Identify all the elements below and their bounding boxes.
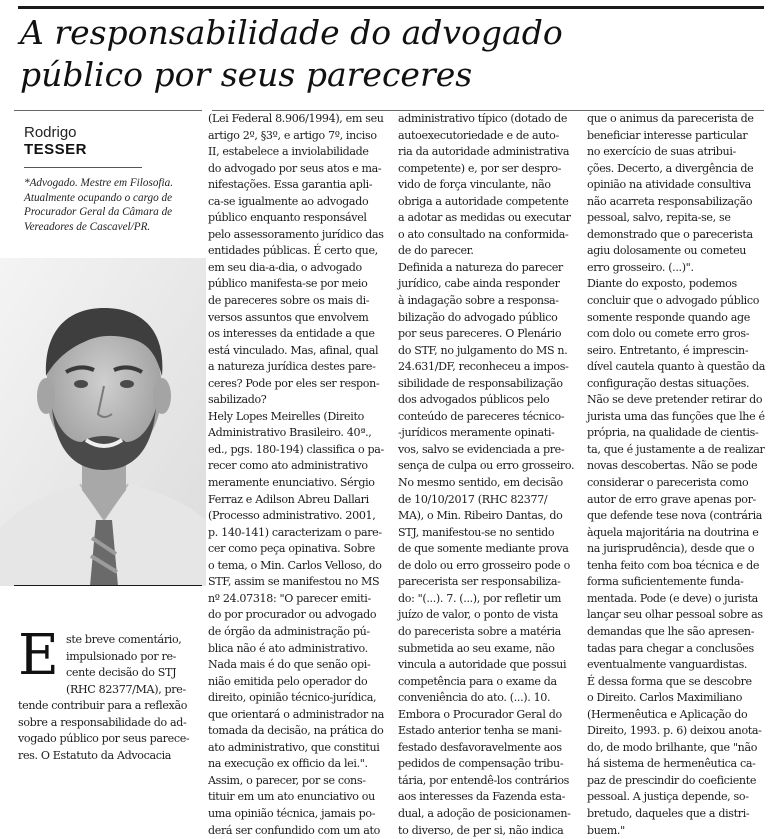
column-line: cer como peça opinativa. Sobre: [208, 542, 376, 556]
column-line: nifestações. Essa garantia apli-: [208, 178, 373, 192]
headline-line-1: A responsabilidade do advogado: [20, 13, 563, 52]
column-line: na jurisprudência), desde que o: [587, 542, 755, 556]
column-line: bilização do advogado público: [398, 310, 558, 324]
column-line: autor de erro grave apenas por-: [587, 492, 756, 506]
column-line: ato administrativo, que constitui: [208, 740, 380, 754]
column-line: 24.631/DF, reconheceu a impos-: [398, 360, 569, 374]
column-line: Administrativo Brasileiro. 40ª.,: [208, 426, 372, 440]
column-line: agiu dolosamente ou cometeu: [587, 244, 747, 258]
column-line: do STF, no julgamento do MS n.: [398, 343, 568, 357]
column-line: o Direito. Carlos Maximiliano: [587, 691, 743, 705]
column-line: do, de modo brilhante, que "não: [587, 740, 758, 754]
column-line: ed., pgs. 180-194) classifica o pa-: [208, 442, 384, 456]
column-line: Não se deve pretender retirar do: [587, 393, 763, 407]
column-line: tária, por entendê-los contrários: [398, 773, 570, 787]
column-line: vincula a autoridade que possui: [398, 658, 567, 672]
column-line: uma opinião técnica, jamais po-: [208, 806, 376, 820]
column-line: o tema, o Min. Carlos Velloso, do: [208, 558, 382, 572]
column-line: competente) e, por ser despro-: [398, 161, 562, 175]
article-column-2: [398, 111, 584, 839]
column-line: de órgão da administração pú-: [208, 624, 370, 638]
column-line: sença de culpa ou erro grosseiro.: [398, 459, 575, 473]
column-line: a natureza jurídica destes pare-: [208, 360, 376, 374]
column-line: artigo 2º, §3º, e artigo 7º, inciso: [208, 128, 377, 142]
column-line: (Hermenêutica e Aplicação do: [587, 707, 748, 721]
column-line: dos advogados públicos pelo: [398, 393, 550, 407]
bio-rule: [24, 167, 142, 168]
lead-line: cente decisão do STJ: [66, 666, 177, 680]
column-line: à indagação sobre a responsa-: [398, 294, 559, 308]
column-line: submetida ao seu exame, não: [398, 641, 555, 655]
lead-line: sobre a responsabilidade do ad-: [18, 715, 187, 729]
column-line: Embora o Procurador Geral do: [398, 707, 562, 721]
column-line: do: "(...). 7. (...), por refletir um: [398, 591, 562, 605]
column-line: Hely Lopes Meirelles (Direito: [208, 409, 364, 423]
column-line: pessoal, salvo, repita-se, se: [587, 211, 731, 225]
column-line: na execução ex officio da lei.".: [208, 757, 368, 771]
column-line: Estado anterior tenha se mani-: [398, 724, 562, 738]
lead-line: (RHC 82377/MA), pre-: [66, 682, 186, 696]
column-line: aos interesses da Fazenda esta-: [398, 790, 566, 804]
column-line: ca-se igualmente ao advogado: [208, 194, 369, 208]
column-line: novas descobertas. Não se pode: [587, 459, 758, 473]
column-line: sabilizado?: [208, 393, 267, 407]
column-line: sibilidade de responsabilização: [398, 376, 563, 390]
column-line: parecerista ser responsabiliza-: [398, 575, 561, 589]
column-line: autoexecutoriedade e de auto-: [398, 128, 559, 142]
column-line: STJ, manifestou-se no sentido: [398, 525, 555, 539]
column-line: tenha feito com boa técnica e de: [587, 558, 760, 572]
column-line: bretudo, daqueles que a distri-: [587, 806, 750, 820]
column-line: de do parecer.: [398, 244, 474, 258]
column-line: Ferraz e Adilson Abreu Dallari: [208, 492, 369, 506]
headline-line-2: público por seus pareceres: [20, 55, 473, 94]
column-line: forma suficientemente funda-: [587, 575, 744, 589]
column-line: juízo de valor, o ponto de vista: [398, 608, 558, 622]
column-line: ceres? Pode por eles ser respon-: [208, 376, 380, 390]
column-line: Definida a natureza do parecer: [398, 260, 563, 274]
bio-line: Atualmente ocupando o cargo de: [24, 191, 173, 204]
author-bio: [24, 176, 206, 234]
column-line: tomada da decisão, na prática do: [208, 724, 384, 738]
column-line: obriga a autoridade competente: [398, 194, 569, 208]
column-line: que o animus da parecerista de: [587, 112, 754, 125]
column-line: em seu dia-a-dia, o advogado: [208, 260, 362, 274]
column-line: recer como ato administrativo: [208, 459, 368, 473]
column-line: Assim, o parecer, por se cons-: [208, 773, 366, 787]
column-line: festado desfavoravelmente aos: [398, 740, 562, 754]
column-line: entidades públicas. É certo que,: [208, 244, 378, 258]
column-line: direito, opinião técnico-jurídica,: [208, 691, 377, 705]
column-line: to diverso, de per si, não indica: [398, 823, 564, 837]
column-line: a adotar as medidas ou executar: [398, 211, 571, 225]
column-line: lançar seu olhar pessoal sobre as: [587, 608, 763, 622]
column-line: dível cautela quanto à questão da: [587, 360, 765, 374]
column-line: seiro. Entretanto, é imprescin-: [587, 343, 749, 357]
author-photo: [0, 258, 206, 586]
column-line: administrativo típico (dotado de: [398, 112, 568, 125]
lead-line: impulsionado por re-: [66, 649, 177, 663]
column-line: própria, na qualidade de cientis-: [587, 426, 759, 440]
author-portrait-illustration: [0, 258, 206, 586]
column-line: está vinculado. Mas, afinal, qual: [208, 343, 379, 357]
column-line: somente responde quando age: [587, 310, 750, 324]
drop-cap: E: [18, 623, 59, 688]
column-line: meramente enunciativo. Sérgio: [208, 476, 375, 490]
column-line: mentada. Pode (e deve) o jurista: [587, 591, 758, 605]
column-line: de 10/10/2017 (RHC 82377/: [398, 492, 548, 506]
column-line: pedidos de compensação tribu-: [398, 757, 564, 771]
column-line: É dessa forma que se descobre: [587, 674, 752, 688]
article-column-3: [587, 111, 767, 839]
section-rule-left: [14, 110, 202, 111]
column-line: jurista uma das funções que lhe é: [587, 409, 765, 423]
column-line: há sistema de hermenêutica ca-: [587, 757, 756, 771]
column-line: tituir em um ato enunciativo ou: [208, 790, 375, 804]
lead-paragraph: [18, 623, 208, 764]
column-line: MA), o Min. Ribeiro Dantas, do: [398, 509, 563, 523]
column-line: paz de prescindir do coeficiente: [587, 773, 757, 787]
column-line: o ato consultado na conformida-: [398, 227, 569, 241]
column-line: Direito, 1993. p. 6) deixou anota-: [587, 724, 762, 738]
column-line: do por procurador ou advogado: [208, 608, 377, 622]
top-rule: [18, 6, 764, 9]
column-line: ta, que é justamente a de realizar: [587, 442, 765, 456]
column-line: do parecerista sobre a matéria: [398, 624, 561, 638]
photo-bottom-rule: [14, 585, 202, 586]
column-line: com dolo ou comete erro gros-: [587, 327, 750, 341]
lead-line: vogado público por seus parece-: [18, 732, 190, 746]
column-line: -jurídicos meramente opinati-: [398, 426, 555, 440]
column-line: que defende tese nova (contrária: [587, 509, 763, 523]
author-last-name: TESSER: [24, 141, 88, 158]
column-line: p. 140-141) caracterizam o pare-: [208, 525, 382, 539]
column-line: opinião na atividade consultiva: [587, 178, 751, 192]
column-line: tadas para chegar a conclusões: [587, 641, 754, 655]
column-line: competência para o exame da: [398, 674, 557, 688]
lead-line: tende contribuir para a reflexão: [18, 699, 188, 713]
column-line: STF, assim se manifestou no MS: [208, 575, 380, 589]
column-line: Nada mais é do que senão opi-: [208, 658, 371, 672]
article-column-1: [208, 111, 394, 839]
column-line: II, estabelece a inviolabilidade: [208, 145, 369, 159]
column-line: considerar o parecerista como: [587, 476, 749, 490]
column-line: ria da autoridade administrativa: [398, 145, 570, 159]
column-line: os interesses da entidade a que: [208, 327, 375, 341]
column-line: vido de força vinculante, não: [398, 178, 551, 192]
lead-line: res. O Estatuto da Advocacia: [18, 748, 172, 762]
column-line: pessoal. A justiça depende, so-: [587, 790, 749, 804]
bio-line: Procurador Geral da Câmara de: [24, 206, 173, 219]
column-line: erro grosseiro. (...)".: [587, 260, 694, 274]
column-line: No mesmo sentido, em decisão: [398, 476, 563, 490]
column-line: do advogado por seus atos e ma-: [208, 161, 382, 175]
column-line: àquela majoritária na doutrina e: [587, 525, 759, 539]
author-first-name: Rodrigo: [24, 124, 77, 141]
column-line: por seus pareceres. O Plenário: [398, 327, 562, 341]
bio-line: *Advogado. Mestre em Filosofia.: [24, 177, 174, 189]
column-line: derá ser confundido com um ato: [208, 823, 380, 837]
column-line: de que somente mediante prova: [398, 542, 569, 556]
column-line: público enquanto responsável: [208, 211, 367, 225]
column-line: que orientará o administrador na: [208, 707, 385, 721]
column-line: buem.": [587, 823, 625, 837]
column-line: ções. Decerto, a divergência de: [587, 161, 754, 175]
column-line: (Processo administrativo. 2001,: [208, 509, 376, 523]
headline: [20, 12, 760, 96]
column-line: nº 24.07318: "O parecer emiti-: [208, 591, 371, 605]
column-line: de pareceres sobre os mais di-: [208, 294, 370, 308]
bio-line: Vereadores de Cascavel/PR.: [24, 220, 151, 233]
lead-line: ste breve comentário,: [66, 633, 182, 646]
column-line: não acarreta responsabilização: [587, 194, 753, 208]
column-line: concluir que o advogado público: [587, 294, 760, 308]
column-line: beneficiar interesse particular: [587, 128, 748, 142]
column-line: de dolo ou erro grosseiro pode o: [398, 558, 570, 572]
column-line: Diante do exposto, podemos: [587, 277, 737, 291]
column-line: configuração destas situações.: [587, 376, 750, 390]
column-line: público manifesta-se por meio: [208, 277, 368, 291]
column-line: versos assuntos que envolvem: [208, 310, 369, 324]
column-line: dual, a adoção de posicionamen-: [398, 806, 571, 820]
column-line: (Lei Federal 8.906/1994), em seu: [208, 112, 384, 125]
column-line: conteúdo de pareceres técnico-: [398, 409, 565, 423]
column-line: eventualmente vanguardistas.: [587, 658, 748, 672]
column-line: conveniência do ato. (...). 10.: [398, 691, 551, 705]
column-line: demandas que lhe são apresen-: [587, 624, 755, 638]
column-line: pelo assessoramento jurídico das: [208, 227, 384, 241]
column-line: vos, salvo se evidenciada a pre-: [398, 442, 565, 456]
column-line: demonstrado que o parecerista: [587, 227, 753, 241]
column-line: nião emitida pelo operador do: [208, 674, 368, 688]
column-line: blica não é ato administrativo.: [208, 641, 368, 655]
column-line: jurídico, cabe ainda responder: [398, 277, 560, 291]
column-line: no exercício de suas atribui-: [587, 145, 736, 159]
